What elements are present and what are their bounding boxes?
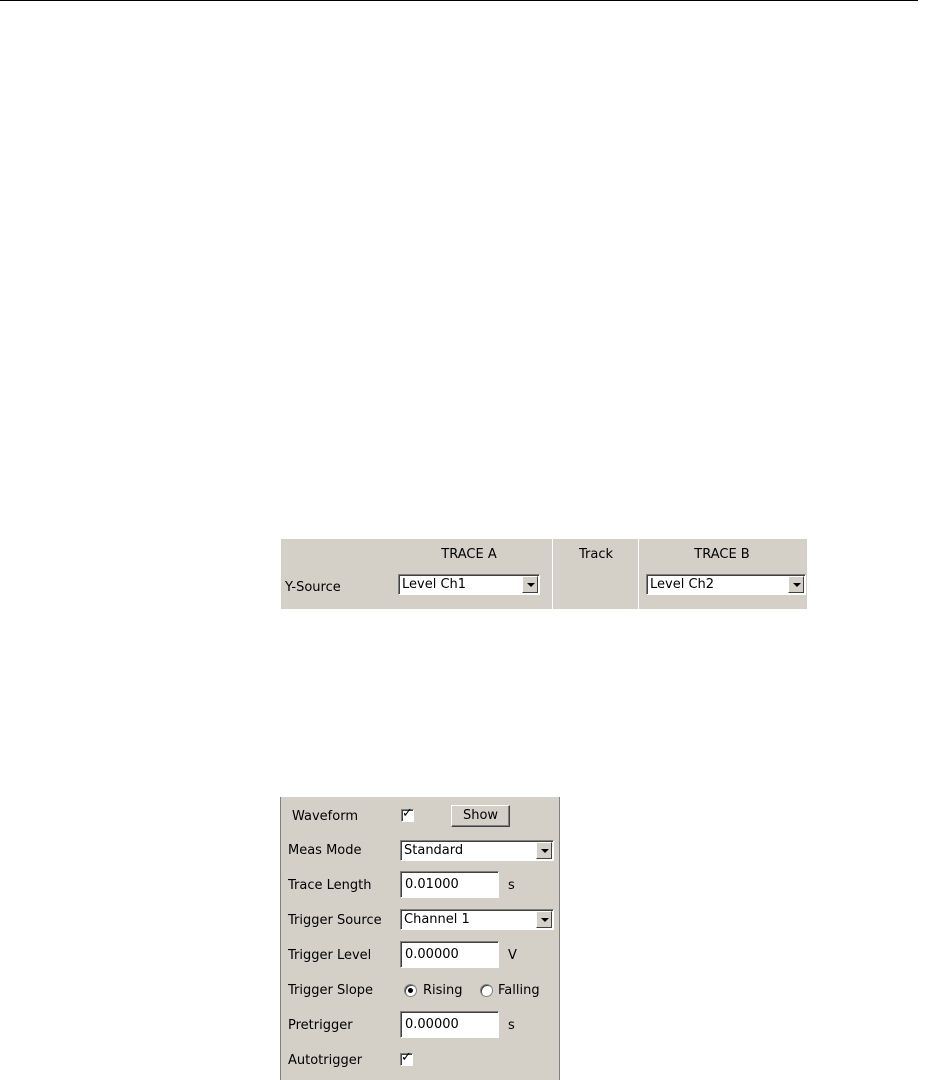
trigger-slope-falling-radio[interactable]: [480, 984, 493, 997]
check-icon: ✓: [402, 806, 413, 821]
page-top-rule: [0, 0, 918, 1]
trace-length-unit: s: [508, 878, 515, 893]
autotrigger-label: Autotrigger: [288, 1053, 363, 1068]
chevron-down-icon[interactable]: [536, 842, 552, 859]
trigger-source-select[interactable]: [400, 909, 554, 930]
meas-mode-value: Standard: [404, 843, 464, 858]
pretrigger-unit: s: [508, 1018, 515, 1033]
trace-a-y-source-value: Level Ch1: [402, 577, 467, 592]
trigger-slope-rising-label: Rising: [423, 983, 463, 998]
panel-left-edge: [280, 797, 281, 1080]
chevron-down-icon[interactable]: [522, 576, 538, 593]
trigger-level-label: Trigger Level: [288, 948, 372, 963]
panel-right-edge: [559, 797, 560, 1080]
trigger-source-value: Channel 1: [404, 912, 470, 927]
pretrigger-input[interactable]: [400, 1011, 499, 1038]
radio-selected-dot: [408, 988, 413, 993]
trace-length-label: Trace Length: [288, 878, 372, 893]
y-source-label: Y-Source: [285, 580, 341, 595]
trace-length-input[interactable]: [400, 871, 499, 898]
waveform-label: Waveform: [292, 809, 358, 824]
waveform-settings-panel: [280, 797, 560, 1080]
trace-a-header: TRACE A: [441, 547, 497, 562]
trigger-slope-falling-label: Falling: [498, 983, 540, 998]
trace-b-y-source-value: Level Ch2: [650, 577, 715, 592]
chevron-down-icon[interactable]: [788, 576, 804, 593]
trace-source-panel: [281, 539, 807, 609]
meas-mode-select[interactable]: [400, 840, 554, 861]
pretrigger-label: Pretrigger: [288, 1018, 353, 1033]
track-header: Track: [578, 547, 614, 562]
pretrigger-value: 0.00000: [405, 1017, 459, 1032]
trace-b-y-source-select[interactable]: [646, 574, 806, 595]
waveform-checkbox[interactable]: [401, 806, 414, 822]
trigger-slope-rising-radio[interactable]: [404, 984, 417, 997]
autotrigger-checkbox[interactable]: [400, 1050, 413, 1066]
trace-a-y-source-select[interactable]: [398, 574, 540, 595]
trigger-level-unit: V: [508, 948, 517, 963]
show-button[interactable]: Show: [451, 805, 510, 827]
trigger-level-value: 0.00000: [405, 947, 459, 962]
check-icon: ✓: [401, 1050, 412, 1065]
trigger-level-input[interactable]: [400, 941, 499, 968]
meas-mode-label: Meas Mode: [288, 843, 362, 858]
trigger-slope-label: Trigger Slope: [288, 983, 374, 998]
trace-b-header: TRACE B: [694, 547, 750, 562]
trace-length-value: 0.01000: [405, 877, 459, 892]
chevron-down-icon[interactable]: [536, 911, 552, 928]
trigger-source-label: Trigger Source: [288, 913, 382, 928]
